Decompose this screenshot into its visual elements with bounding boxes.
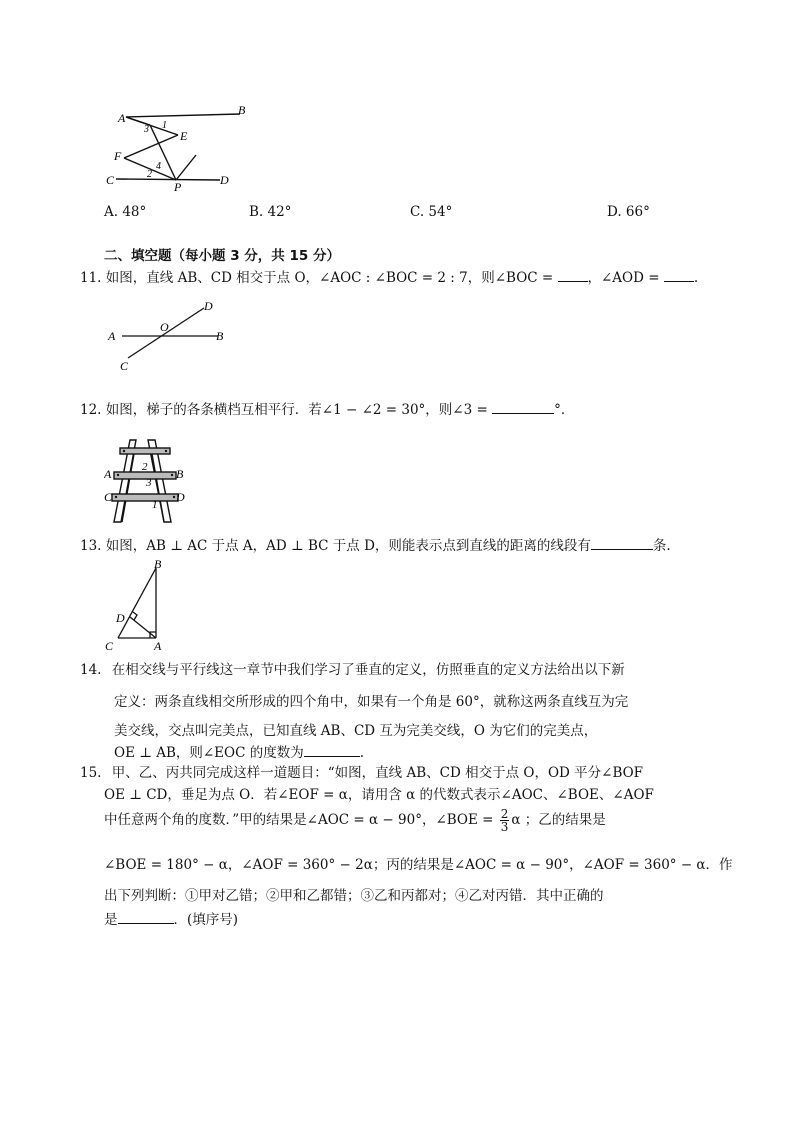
- q10-option-d: D. 66°: [607, 204, 650, 220]
- q14-text-4: OE ⊥ AB，则∠EOC 的度数为: [114, 745, 304, 761]
- q12-number: 12.: [80, 402, 102, 418]
- q11-text-before: 如图，直线 AB、CD 相交于点 O，∠AOC : ∠BOC = 2 : 7，则∠BOC =: [105, 270, 558, 286]
- q15-frac-den: 3: [500, 820, 509, 834]
- q11-figure: [100, 296, 240, 376]
- fig12-label-b: B: [176, 467, 184, 481]
- q13-number: 13.: [80, 538, 102, 554]
- q15-line-1: [80, 764, 643, 782]
- q13-figure: [104, 558, 174, 652]
- q15-text-6-end: ．(填序号): [173, 912, 239, 928]
- q11-blank-1[interactable]: [558, 267, 588, 282]
- q15-text-3-after: α ；乙的结果是: [511, 812, 606, 828]
- q15-line-6: [104, 909, 238, 929]
- q13-blank[interactable]: [591, 535, 653, 550]
- q15-blank[interactable]: [118, 909, 174, 924]
- fig12-label-d: D: [176, 490, 185, 504]
- q14-text-1: 在相交线与平行线这一章节中我们学习了垂直的定义，仿照垂直的定义方法给出以下新: [111, 662, 625, 678]
- q15-text-1: 甲、乙、丙共同完成这样一道题目：“如图，直线 AB、CD 相交于点 O，OD 平分∠BOF: [111, 765, 644, 781]
- q15-line-4: ∠BOE = 180° − α，∠AOF = 360° − 2α；丙的结果是∠AOC = α − 90°，∠AOF = 360° − α．作: [104, 857, 733, 873]
- fig11-label-a: A: [108, 329, 116, 343]
- fig10-label-p: P: [174, 180, 182, 194]
- q15-text-6: 是: [104, 912, 118, 928]
- q12-text-end: °．: [554, 402, 575, 418]
- q14-number: 14.: [80, 662, 102, 678]
- q13-text-end: 条.: [652, 538, 671, 554]
- q13-question: [80, 535, 671, 555]
- fig11-label-c: C: [120, 359, 129, 373]
- q14-line-1: [80, 661, 625, 679]
- q11-text-mid: ，∠AOD =: [587, 270, 664, 286]
- fig12-angle-2: 2: [142, 461, 148, 473]
- q14-line-3: 美交线，交点叫完美点，已知直线 AB、CD 互为完美交线，O 为它们的完美点，: [114, 723, 598, 739]
- fig10-label-c: C: [106, 173, 115, 187]
- q14-line-2: 定义：两条直线相交所形成的四个角中，如果有一个角是 60°，就称这两条直线互为完: [114, 694, 629, 710]
- q15-number: 15.: [80, 765, 102, 781]
- fig13-label-d: D: [116, 611, 125, 625]
- q11-question: [80, 267, 698, 287]
- fig10-label-b: B: [238, 103, 246, 117]
- q15-line-3: [104, 808, 606, 833]
- q10-option-b: B. 42°: [249, 204, 292, 220]
- fig10-angle-3: 3: [144, 124, 149, 135]
- fig12-label-c: C: [104, 490, 113, 504]
- fig10-label-a: A: [118, 111, 126, 125]
- q12-question: [80, 399, 574, 419]
- q10-figure: [100, 100, 260, 195]
- q14-blank[interactable]: [304, 742, 360, 757]
- q15-fraction: [500, 808, 510, 833]
- q11-text-end: .: [693, 270, 699, 286]
- q15-frac-num: 2: [500, 807, 509, 821]
- q15-line-5: 出下列判断：①甲对乙错；②甲和乙都错；③乙和丙都对；④乙对丙错．其中正确的: [104, 888, 604, 904]
- fig10-label-d: D: [220, 173, 229, 187]
- fig11-label-o: O: [160, 320, 169, 334]
- fig11-label-b: B: [216, 329, 224, 343]
- q10-option-c: C. 54°: [410, 204, 453, 220]
- fig12-label-a: A: [104, 467, 112, 481]
- q11-number: 11.: [80, 270, 102, 286]
- q12-figure: [104, 434, 188, 526]
- q12-blank[interactable]: [492, 399, 554, 414]
- q14-text-4-end: .: [359, 745, 365, 761]
- fig13-label-c: C: [105, 639, 114, 652]
- q15-line-2: OE ⊥ CD，垂足为点 O．若∠EOF = α，请用含 α 的代数式表示∠AOC、∠BOE、∠AOF: [104, 787, 654, 803]
- fig11-label-d: D: [204, 299, 213, 313]
- section-heading: 二、填空题（每小题 3 分，共 15 分）: [104, 248, 340, 264]
- fig10-label-e: E: [180, 129, 188, 143]
- fig10-angle-4: 4: [156, 161, 161, 172]
- q13-text-before: 如图，AB ⊥ AC 于点 A，AD ⊥ BC 于点 D，则能表示点到直线的距离的线段有: [105, 538, 591, 554]
- q14-line-4: [114, 742, 364, 762]
- q12-text-before: 如图，梯子的各条横档互相平行．若∠1 − ∠2 = 30°，则∠3 =: [105, 402, 493, 418]
- q15-text-3: 中任意两个角的度数．”甲的结果是∠AOC = α − 90°，∠BOE =: [104, 812, 498, 828]
- fig12-angle-1: 1: [152, 499, 158, 511]
- q11-blank-2[interactable]: [664, 267, 694, 282]
- fig10-label-f: F: [114, 149, 122, 163]
- fig12-angle-3: 3: [146, 477, 152, 489]
- fig13-label-a: A: [154, 639, 162, 652]
- fig10-angle-1: 1: [162, 120, 167, 131]
- fig13-label-b: B: [154, 558, 162, 571]
- fig10-angle-2: 2: [147, 169, 152, 180]
- q10-option-a: A. 48°: [104, 204, 147, 220]
